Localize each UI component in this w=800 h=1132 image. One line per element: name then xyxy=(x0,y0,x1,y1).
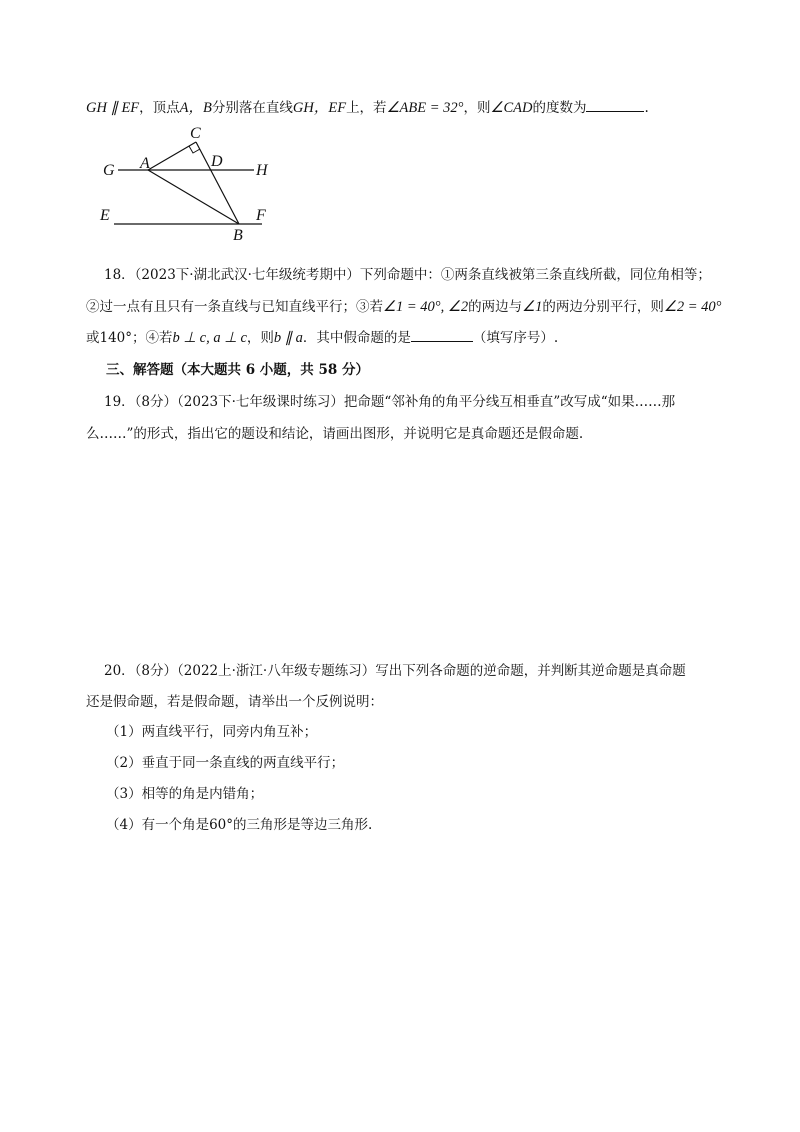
q19-line-2: 么……”的形式，指出它的题设和结论，请画出图形，并说明它是真命题还是假命题. xyxy=(86,426,584,442)
q17-geometry-figure xyxy=(96,122,296,242)
q20-item-3: （3）相等的角是内错角； xyxy=(106,786,264,802)
label-c: C xyxy=(190,125,201,142)
q17-text-a: ，顶点 xyxy=(139,100,180,116)
q17-line xyxy=(86,98,649,118)
q18-line2-c: 的两边分别平行，则 xyxy=(542,299,664,315)
label-f: F xyxy=(256,207,266,224)
q20-item-1: （1）两直线平行，同旁内角互补； xyxy=(106,724,318,740)
label-b: B xyxy=(233,227,243,242)
q18-math-angles: ∠1 = 40°, ∠2 xyxy=(383,299,469,315)
q18-line3-c: ．其中假命题的是 xyxy=(302,330,411,346)
q18-math-angle1: ∠1 xyxy=(522,299,543,315)
q18-line3-a: 或140°；④若 xyxy=(86,330,173,346)
q17-lines: GH，EF xyxy=(292,100,347,116)
q17-answer-blank xyxy=(586,98,644,112)
q20-item-4: （4）有一个角是60°的三角形是等边三角形. xyxy=(106,817,373,833)
q18-math-perp: b ⊥ c, a ⊥ c xyxy=(172,330,247,346)
q18-answer-blank xyxy=(411,328,473,342)
q18-line3-b: ，则 xyxy=(246,330,274,346)
q18-line2-a: ②过一点有且只有一条直线与已知直线平行；③若 xyxy=(86,299,383,315)
q17-parallel-statement: GH ∥ EF xyxy=(86,100,140,116)
q17-text-c: 上，若 xyxy=(346,100,387,116)
q20-line-2: 还是假命题，若是假命题，请举出一个反例说明： xyxy=(86,694,383,710)
q17-angle-given: ∠ABE = 32° xyxy=(386,100,464,116)
q18-math-angle2: ∠2 = 40° xyxy=(663,299,722,315)
label-g: G xyxy=(103,162,115,179)
q18-line-1: 18．（2023下·湖北武汉·七年级统考期中）下列命题中：①两条直线被第三条直线所截，同位角相等； xyxy=(104,267,711,283)
q20-item-2: （2）垂直于同一条直线的两直线平行； xyxy=(106,755,345,771)
q18-line-3 xyxy=(86,328,558,348)
label-e: E xyxy=(100,207,110,224)
q17-end: . xyxy=(644,100,649,116)
q18-line2-b: 的两边与 xyxy=(468,299,523,315)
q20-line-1: 20．（8分）（2022上·浙江·八年级专题练习）写出下列各命题的逆命题，并判断其逆命题是真命题 xyxy=(104,663,686,679)
q18-math-parallel: b ∥ a xyxy=(273,330,303,346)
q19-line-1: 19．（8分）（2023下·七年级课时练习）把命题“邻补角的角平分线互相垂直”改写成“如果……那 xyxy=(104,394,676,410)
q17-text-d: ，则 xyxy=(463,100,491,116)
q17-vertices: A，B xyxy=(179,100,212,116)
q17-text-b: 分别落在直线 xyxy=(211,100,293,116)
label-d: D xyxy=(211,153,223,170)
q18-line-2 xyxy=(86,297,721,317)
q17-angle-asked: ∠CAD xyxy=(490,100,533,116)
q17-text-e: 的度数为 xyxy=(532,100,587,116)
section-3-title: 三、解答题（本大题共 6 小题，共 58 分） xyxy=(106,362,369,378)
label-h: H xyxy=(256,162,268,179)
q18-line3-d: （填写序号）. xyxy=(472,330,559,346)
label-a: A xyxy=(140,155,150,172)
